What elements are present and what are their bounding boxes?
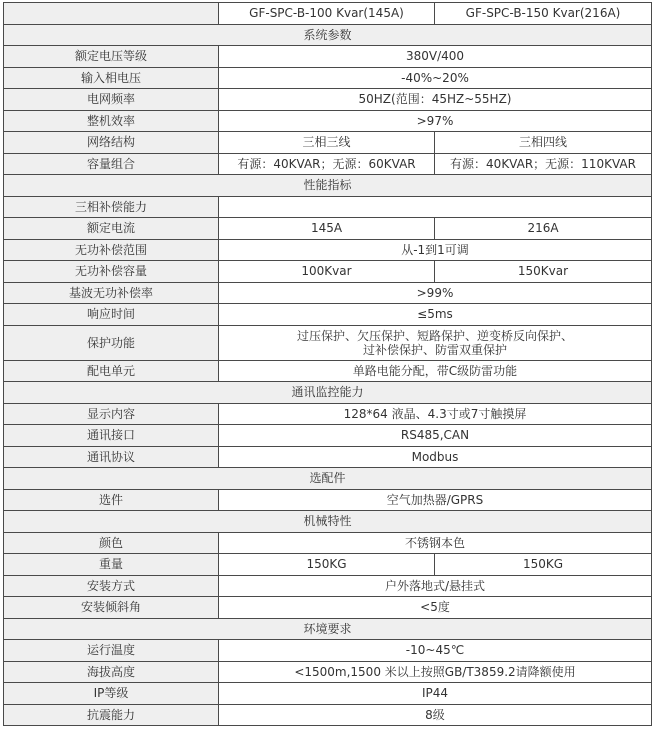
spec-row [4,683,652,705]
spec-label: 基波无功补偿率 [4,282,219,304]
spec-value: Modbus [219,446,652,468]
header-row [4,3,652,25]
spec-label: 安装倾斜角 [4,597,219,619]
spec-row [4,89,652,111]
spec-label: 无功补偿容量 [4,261,219,283]
spec-label: IP等级 [4,683,219,705]
spec-value: -40%~20% [219,67,652,89]
spec-value: 空气加热器/GPRS [219,489,652,511]
section-header-row [4,24,652,46]
section-title: 环境要求 [4,618,652,640]
spec-value: <5度 [219,597,652,619]
spec-row [4,489,652,511]
spec-value: >99% [219,282,652,304]
spec-row [4,704,652,726]
spec-row [4,196,652,218]
section-title: 机械特性 [4,511,652,533]
spec-value: 户外落地式/悬挂式 [219,575,652,597]
spec-label: 配电单元 [4,360,219,382]
spec-label: 容量组合 [4,153,219,175]
spec-row [4,325,652,360]
spec-label: 三相补偿能力 [4,196,219,218]
spec-value-model-a: 145A [219,218,435,240]
spec-value-model-b: 150Kvar [435,261,652,283]
spec-value: >97% [219,110,652,132]
spec-value-line: 过压保护、欠压保护、短路保护、逆变桥反向保护、 [296,328,573,343]
spec-row [4,153,652,175]
spec-row [4,110,652,132]
spec-label: 通讯协议 [4,446,219,468]
section-title: 性能指标 [4,175,652,197]
spec-row [4,597,652,619]
spec-row [4,554,652,576]
spec-table [3,2,652,726]
spec-value: <1500m,1500 米以上按照GB/T3859.2请降额使用 [219,661,652,683]
section-header-row [4,618,652,640]
spec-value: 不锈钢本色 [219,532,652,554]
spec-label: 整机效率 [4,110,219,132]
spec-value-model-a: 有源：40KVAR；无源：60KVAR [219,153,435,175]
spec-row [4,282,652,304]
spec-value: 单路电能分配，带C级防雷功能 [219,360,652,382]
spec-value-model-b: 有源：40KVAR；无源：110KVAR [435,153,652,175]
spec-row [4,218,652,240]
spec-value-line: 过补偿保护、防雷双重保护 [362,342,507,357]
spec-row [4,67,652,89]
spec-label: 安装方式 [4,575,219,597]
spec-label: 显示内容 [4,403,219,425]
spec-label: 电网频率 [4,89,219,111]
spec-label: 无功补偿范围 [4,239,219,261]
spec-value: 128*64 液晶、4.3寸或7寸触摸屏 [219,403,652,425]
spec-row [4,661,652,683]
spec-value [219,196,652,218]
spec-label: 重量 [4,554,219,576]
spec-value-model-b: 三相四线 [435,132,652,154]
spec-row [4,239,652,261]
spec-row [4,403,652,425]
spec-row [4,575,652,597]
spec-label: 网络结构 [4,132,219,154]
spec-value: 50HZ(范围：45HZ~55HZ) [219,89,652,111]
spec-label: 选件 [4,489,219,511]
spec-value: ≤5ms [219,304,652,326]
spec-value: -10~45℃ [219,640,652,662]
spec-label: 保护功能 [4,325,219,360]
section-title: 选配件 [4,468,652,490]
spec-value-model-b: 216A [435,218,652,240]
section-title: 系统参数 [4,24,652,46]
model-a-header: GF-SPC-B-100 Kvar(145A) [219,3,435,25]
spec-value-model-b: 150KG [435,554,652,576]
spec-value: 从-1到1可调 [219,239,652,261]
spec-value: IP44 [219,683,652,705]
spec-row [4,360,652,382]
spec-label: 输入相电压 [4,67,219,89]
spec-value-model-a: 150KG [219,554,435,576]
spec-value-model-a: 三相三线 [219,132,435,154]
section-header-row [4,382,652,404]
spec-label: 通讯接口 [4,425,219,447]
spec-row [4,446,652,468]
spec-label: 额定电流 [4,218,219,240]
spec-label: 响应时间 [4,304,219,326]
model-b-header: GF-SPC-B-150 Kvar(216A) [435,3,652,25]
spec-value: RS485,CAN [219,425,652,447]
spec-row [4,425,652,447]
spec-value [219,325,652,360]
spec-row [4,640,652,662]
spec-value: 380V/400 [219,46,652,68]
spec-row [4,46,652,68]
header-corner [4,3,219,25]
spec-value-model-a: 100Kvar [219,261,435,283]
spec-label: 运行温度 [4,640,219,662]
spec-label: 颜色 [4,532,219,554]
section-title: 通讯监控能力 [4,382,652,404]
section-header-row [4,511,652,533]
spec-label: 额定电压等级 [4,46,219,68]
spec-row [4,532,652,554]
spec-value: 8级 [219,704,652,726]
section-header-row [4,468,652,490]
spec-table-body [4,3,652,726]
spec-label: 抗震能力 [4,704,219,726]
section-header-row [4,175,652,197]
spec-row [4,304,652,326]
spec-row [4,132,652,154]
spec-row [4,261,652,283]
spec-label: 海拔高度 [4,661,219,683]
